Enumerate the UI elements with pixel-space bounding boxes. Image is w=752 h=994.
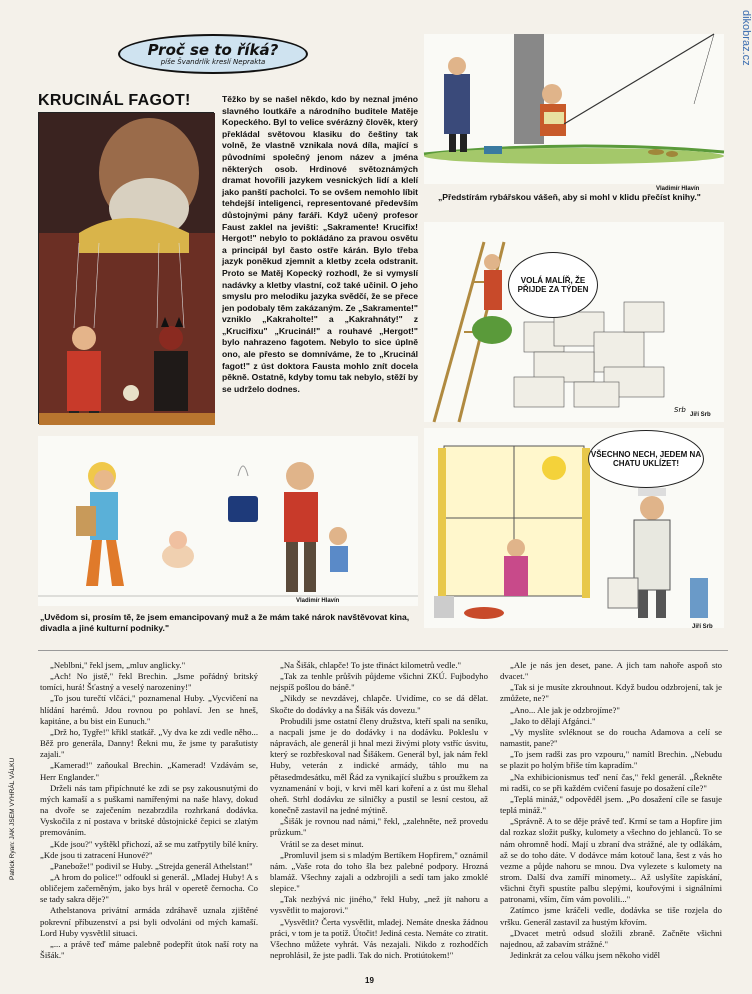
paragraph: „To jsou turečtí vlčáci," poznamenal Huby. „Vycvičení na hlídání harémů. Jdou rovnou po pohlaví. Jen se hneš, kapitáne, a bu bist ein Eunuch." xyxy=(40,693,258,726)
cartoon-credit: Jiří Srb xyxy=(692,624,713,630)
paragraph: „Jako to dělají Afgánci." xyxy=(510,715,596,726)
cartoon-caption: „Předstírám rybářskou vášeň, aby si mohl v klidu přečíst knihy." xyxy=(438,192,701,202)
story-column-2 xyxy=(270,660,488,961)
paragraph: „Panebože!" podivil se Huby. „Strejda generál Athelstan!" xyxy=(50,860,253,871)
cartoon-emancipated xyxy=(38,436,418,606)
paragraph: „Promluvil jsem si s mladým Bertíkem Hopfirem," oznámil nám. „Vaše rota do toho šla bez palebné podpory. Hrozná blamáž. Všechny zajali a odzbrojili a sedí tam jako zmoklé slepice." xyxy=(270,849,488,894)
puppet-illustration xyxy=(38,112,214,424)
cartoon-credit: Vladimír Hlavín xyxy=(296,598,340,604)
paragraph: „To jsem radši zas pro vzpouru," namítl Brechin. „Nebudu se plazit po holým břiše tím kapradím." xyxy=(500,749,722,771)
paragraph: „Dvacet metrů odsud složili zbraně. Začněte všichni najednou, až zabavím strážné." xyxy=(500,927,722,949)
cartoon-chata xyxy=(424,428,724,628)
paragraph: „Vy myslíte svléknout se do roucha Adamova a celí se namastit, pane?" xyxy=(500,726,722,749)
paragraph: Drželi nás tam připíchnuté ke zdi se psy zakousnutými do mých kamaší a s puškami namířenými na naše hlavy, dokud na dvoře se zaječením nezabrzdila rozhrkaná dodávka. Vyskočila z ní postava v britské důstojnické čepici se zlatým premováním. xyxy=(40,782,258,838)
paragraph: „Šišák je rovnou nad námi," řekl, „zalehněte, než provedu průzkum." xyxy=(270,816,488,838)
paragraph: „Ale je nás jen deset, pane. A jich tam nahoře aspoň sto dvacet." xyxy=(500,660,722,682)
svg-text:Srb: Srb xyxy=(674,406,686,414)
paragraph: „Ach! No jistě," řekl Brechin. „Jsme pořádný britský tomíci, hurá! Šťastný a veselý narozeniny!" xyxy=(40,671,258,693)
paragraph: „Tak si je musíte zkrouhnout. Když budou odzbrojení, tak je zmůžete, ne?" xyxy=(500,682,722,704)
watermark: dikobraz.cz xyxy=(740,10,752,66)
paragraph: Zatímco jsme kráčeli vedle, dodávka se tiše rozjela do vršku. Generál zastavil za hustým křovím. xyxy=(500,905,722,927)
series-subtitle: píše Švandrlík kreslí Neprakta xyxy=(160,57,266,66)
paragraph: „Nikdy se nevzdávej, chlapče. Uvidíme, co se dá dělat. Skočte do dodávky a na Šišák vás dovezu." xyxy=(270,693,488,715)
paragraph: „Ano... Ale jak je odzbrojíme?" xyxy=(510,704,620,715)
series-title: Proč se to říká? xyxy=(147,40,279,59)
series-badge xyxy=(118,34,308,74)
paragraph: „Vysvětlit? Čerta vysvětlit, mladej. Nemáte dneska žádnou práci, v tom je ta potíž. Útočit! Jediná cesta. Nemáte co ztratit. Všechno můžete vyhrát. Vás nezajali. Nikdo z rozhodčích neprohlásil, že jste padli. Tak do nich. Protiútokem!" xyxy=(270,916,488,961)
paragraph: „Kamerad!" zaňoukal Brechin. „Kamerad! Vzdávám se, Herr Englander." xyxy=(40,760,258,782)
paragraph: „Kde jsou?" vyštěkl přichozí, až se mu zatřpytily bílé kníry. „Kde jsou ti zatracení Hunové?" xyxy=(40,838,258,860)
article-headline: KRUCINÁL FAGOT! xyxy=(38,92,191,109)
paragraph: „Na exhibicionismus teď není čas," řekl generál. „Řekněte mi radši, co se při každém cvičení fasuje po dosažení cíle?" xyxy=(500,771,722,793)
story-title-vertical: Patrick Ryan: JAK JSEM VYHRÁL VÁLKU xyxy=(9,757,16,880)
cartoon-credit: Vladimír Hlavín xyxy=(656,186,700,192)
cartoon-painter xyxy=(424,222,724,422)
paragraph: „Tak za tenhle průšvih půjdeme všichni ZKÚ. Fujbodyho nejspíš pošlou do báně." xyxy=(270,671,488,693)
paragraph: „Teplá mináž," odpověděl jsem. „Po dosažení cíle se fasuje teplá mináž." xyxy=(500,793,722,816)
story-column-1 xyxy=(40,660,258,961)
article-body: Těžko by se našel někdo, kdo by neznal jméno slavného loutkáře a národního buditele Matěje Kopeckého. Byl to velice svérázný člověk, který překládal světovou klasiku do češtiny tak volně, že vlastně vznikala nová díla, mající s původními společný jenom název a jména některých osob. Hrdinové světoznámých dramat hovořili jazykem vesnických lidí a klelí jako panští pacholci. To se ovšem nemohlo líbit tehdejší inteligenci, representované především důstojnými pány faráři. Když učený profesor Faust zaklel na jevišti: „Sakramente! Krucifix! Hergot!" nebylo to pokládáno za pravou osvětu a principál byl často ostře kárán. Bylo třeba jazyk poněkud zjemnit a kletby zcela odstranit. Proto se Matěj Kopecký rozhodl, že si vymyslí nadávky a kletby vlastní, což také učinil. O jeho smyslu pro melodiku jazyka svědčí, že se přece jen podobaly těm zakázaným. Ze „Sakramente!" vzniklo „Kakraholte!" a „Kakrahnáty!" z „Krucifixu" „Krucinál!" a rouhavé „Hergot!" bylo nahrazeno fagotem. Nebylo to sice úplně ono, ale přesto se domníváme, že to „Krucinál fagot!" z úst doktora Fausta mohlo znít docela pěkně. Ostatně, kdyby tomu tak nebylo, stěží by se udrželo dodnes. xyxy=(222,94,418,394)
section-divider xyxy=(38,650,728,651)
paragraph: „Neblbni," řekl jsem, „mluv anglicky." xyxy=(50,660,186,670)
speech-bubble: VOLÁ MALÍŘ, ŽE PŘIJDE ZA TÝDEN xyxy=(508,252,598,318)
paragraph: „Správně. A to se děje právě teď. Krmí se tam a Hopfire jim dal rozkaz složit pušky, kulomety a všechno do jehlanců. To se nám ohromně hodí. Mají u zbraní dva strážné, ale ty odlákám, až se do toho dáte. V dodávce mám kotouč lana, šest z vás ho vezme a půjde nahoru se mnou. Dva vylezete s kulomety na strom. Další dva zamíří minomety... Až uslyšíte zapískání, všichni čtyři spustíte palbu slepými, kouřovými i signálními patronami, vším, čím vám povolili..." xyxy=(500,816,722,905)
speech-bubble: VŠECHNO NECH, JEDEM NA CHATU UKLÍZET! xyxy=(588,430,704,488)
cartoon-caption: „Uvědom si, prosím tě, že jsem emancipovaný muž a že mám také nárok navštěvovat kina, divadla a jiné kulturní podniky." xyxy=(40,612,410,633)
cartoon-credit: Jiří Srb xyxy=(690,412,711,418)
paragraph: Vrátil se za deset minut. xyxy=(280,838,364,849)
paragraph: „... a právě teď máme palebně podepřít útok naší roty na Šišák." xyxy=(40,938,258,961)
paragraph: Probudili jsme ostatní členy družstva, kteří spali na seníku, a nacpali jsme je do dodávky i na dodávku. Pokleslu v nápravách, ale generál ji hnal mezi živými ploty vstříc úsvitu, který se rozbřeskoval nad Šišákem. Generál byl, jak nám řekl Huby, veterán z indické armády, táhlo mu na pětasedmdesátku, měl Řád za vynikající službu s proužkem za vyznamenání v boji, v krvi měl kari koření a z úst mu šlehal oheň. Strhl dodávku ze silničky a pustil se lesní cestou, až konečně zastavil na jedné mýtině. xyxy=(270,715,488,816)
paragraph: Athelstanova privátní armáda zdráhavě uznala zjištěné pokrevní příbuzenství a psi byli odvoláni od mých kamaší. Lord Huby vysvětlil situaci. xyxy=(40,905,258,938)
paragraph: Jedinkrát za celou válku jsem někoho viděl xyxy=(510,950,661,961)
paragraph: „Drž ho, Tygře!" křikl statkář. „Vy dva ke zdi vedle něho... Běž pro generála, Danny! Řekni mu, že jsme ty parašutisty zajali." xyxy=(40,726,258,760)
paragraph: „Na Šišák, chlapče! To jste třináct kilometrů vedle." xyxy=(280,660,462,670)
page-number: 19 xyxy=(365,976,374,985)
paragraph: „Tak nezbývá nic jiného," řekl Huby, „než jít nahoru a vysvětlit to majorovi." xyxy=(270,894,488,916)
paragraph: „A hrom do police!" odfoukl si generál. „Mladej Huby! A s obličejem začerněným, jako bys hrál v operetě černocha. Co se tady sakra děje?" xyxy=(40,871,258,905)
cartoon-fisherman xyxy=(424,34,724,192)
story-column-3 xyxy=(500,660,722,961)
